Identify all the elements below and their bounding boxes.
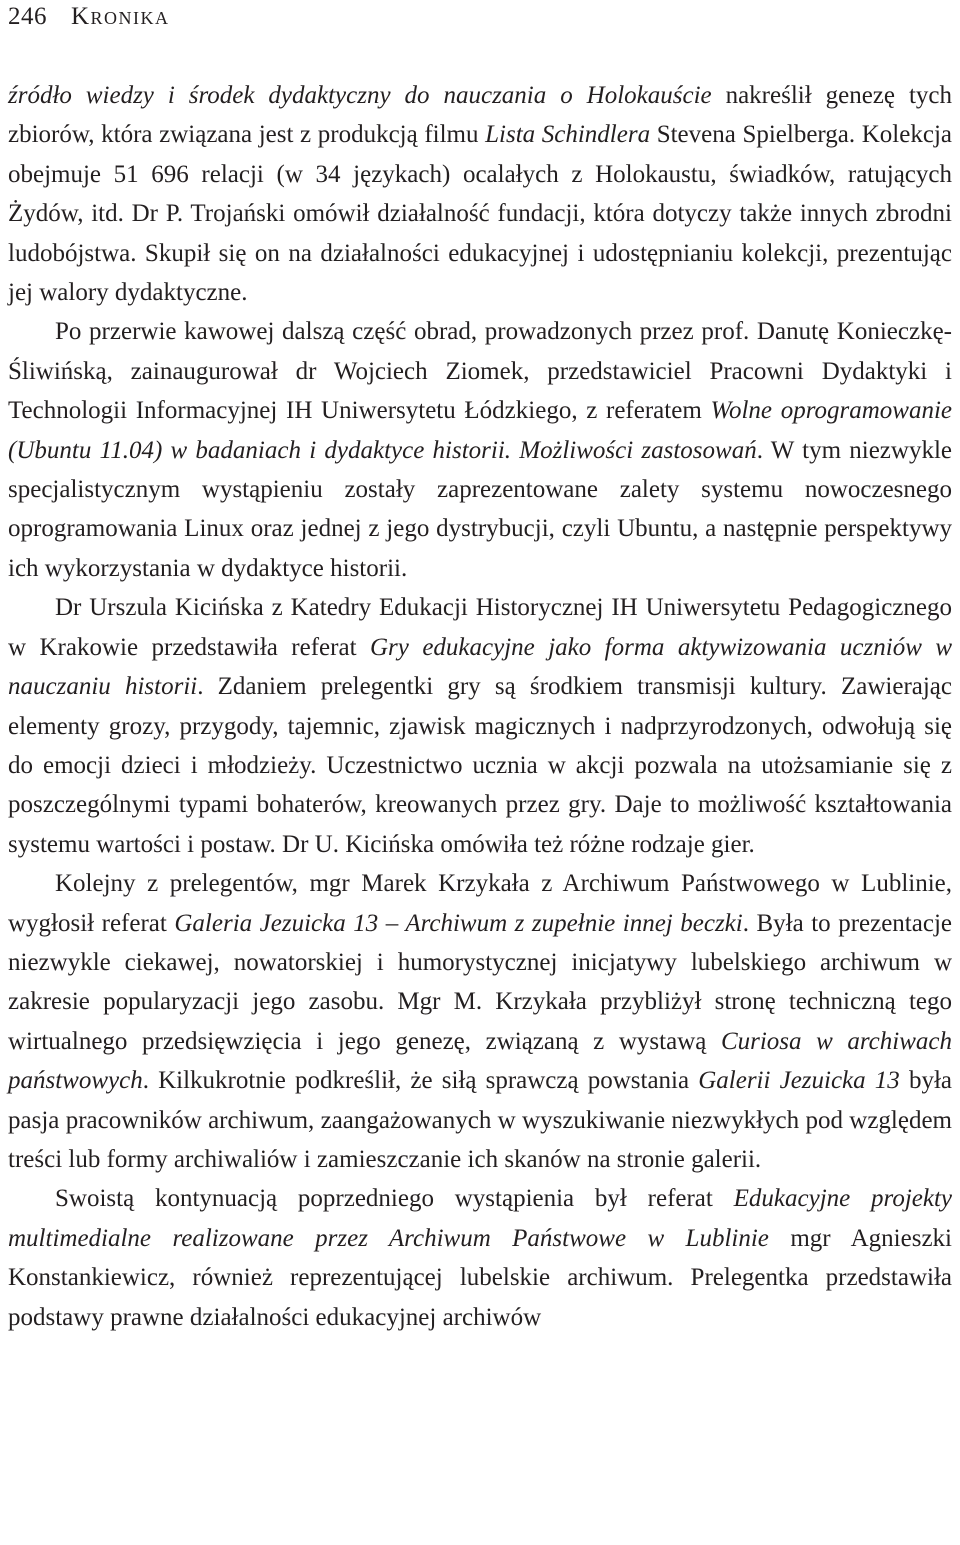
- text-run-italic: Wolne oprogramowanie (Ubuntu 11.04) w badaniach i dydaktyce historii. Możliwości zastosowań: [8, 397, 952, 464]
- text-run-italic: Galerii Jezuicka 13: [698, 1067, 900, 1095]
- paragraph: [8, 312, 952, 588]
- text-run-italic: Galeria Jezuicka 13 – Archiwum z zupełnie innej beczki: [174, 909, 743, 937]
- paragraph: [8, 588, 952, 864]
- text-run-italic: Gry edukacyjne jako forma aktywizowania uczniów w nauczaniu historii: [8, 633, 952, 701]
- text-run-italic: Lista Schindlera: [485, 121, 651, 149]
- running-head: [8, 0, 952, 34]
- text-run-italic: źródło wiedzy i środek dydaktyczny do nauczania o Holokauście: [8, 82, 712, 109]
- paragraph: [8, 76, 952, 312]
- text-run-italic: Edukacyjne projekty multimedialne realizowane przez Archiwum Państwowe w Lublinie: [8, 1185, 952, 1252]
- text-run: . Kilkukrotnie podkreślił, że siłą sprawczą powstania: [142, 1067, 699, 1095]
- paragraph: [8, 864, 952, 1179]
- page-number: 246: [8, 3, 47, 30]
- text-run: Po przerwie kawowej dalszą część obrad, prowadzonych przez prof. Danutę Konieczkę-Śliwińską, zainaugurował dr Wojciech Ziomek, przedstawiciel Pracowni Dydaktyki i Technologii Informacyjnej IH Uniwersytetu Łódzkiego, z referatem: [8, 318, 952, 425]
- text-run: Swoistą kontynuacją poprzedniego wystąpienia był referat: [55, 1185, 734, 1213]
- text-run-italic: Curiosa w archiwach państwowych: [8, 1027, 952, 1095]
- text-run: . Zdaniem prelegentki gry są środkiem transmisji kultury. Zawierając elementy grozy, przygody, tajemnic, zjawisk magicznych i nadprzyrodzonych, odwołują się do emocji dzieci i młodzieży. Uczestnictwo ucznia w akcji pozwala na utożsamianie się z poszczególnymi typami bohaterów, kreowanych przez gry. Daje to możliwość kształtowania systemu wartości i postaw. Dr U. Kicińska omówiła też różne rodzaje gier.: [8, 673, 952, 858]
- text-run: nakreślił genezę tych zbiorów, która związana jest z produkcją filmu: [8, 82, 952, 149]
- section-title: Kronika: [71, 3, 170, 30]
- text-run: mgr Agnieszki Konstankiewicz, również reprezentującej lubelskie archiwum. Prelegentka przedstawiła podstawy prawne działalności edukacyjnej archiwów: [8, 1224, 952, 1331]
- text-run: . Była to prezentacje niezwykle ciekawej, nowatorskiej i humorystycznej inicjatywy lubelskiego archiwum w zakresie popularyzacji jego zasobu. Mgr M. Krzykała przybliżył stronę techniczną tego wirtualnego przedsięwzięcia i jego genezę, związaną z wystawą: [8, 909, 952, 1055]
- body-text: [8, 76, 952, 1337]
- text-run: Dr Urszula Kicińska z Katedry Edukacji Historycznej IH Uniwersytetu Pedagogicznego w Krakowie przedstawiła referat: [8, 594, 952, 661]
- text-run: Kolejny z prelegentów, mgr Marek Krzykała z Archiwum Państwowego w Lublinie, wygłosił referat: [8, 870, 952, 937]
- text-run: Stevena Spielberga. Kolekcja obejmuje 51 696 relacji (w 34 językach) ocalałych z Holokaustu, świadków, ratujących Żydów, itd. Dr P. Trojański omówił działalność fundacji, która dotyczy także innych zbrodni ludobójstwa. Skupił się on na działalności edukacyjnej i udostępnianiu kolekcji, prezentując jej walory dydaktyczne.: [8, 121, 952, 307]
- text-run: była pasja pracowników archiwum, zaangażowanych w wyszukiwanie niezwykłych pod względem treści lub formy archiwaliów i zamieszczanie ich skanów na stronie galerii.: [8, 1067, 952, 1173]
- text-run: . W tym niezwykle specjalistycznym wystąpieniu zostały zaprezentowane zalety systemu nowoczesnego oprogramowania Linux oraz jednej z jego dystrybucji, czyli Ubuntu, a następnie perspektywy ich wykorzystania w dydaktyce historii.: [8, 436, 952, 582]
- paragraph: [8, 1179, 952, 1337]
